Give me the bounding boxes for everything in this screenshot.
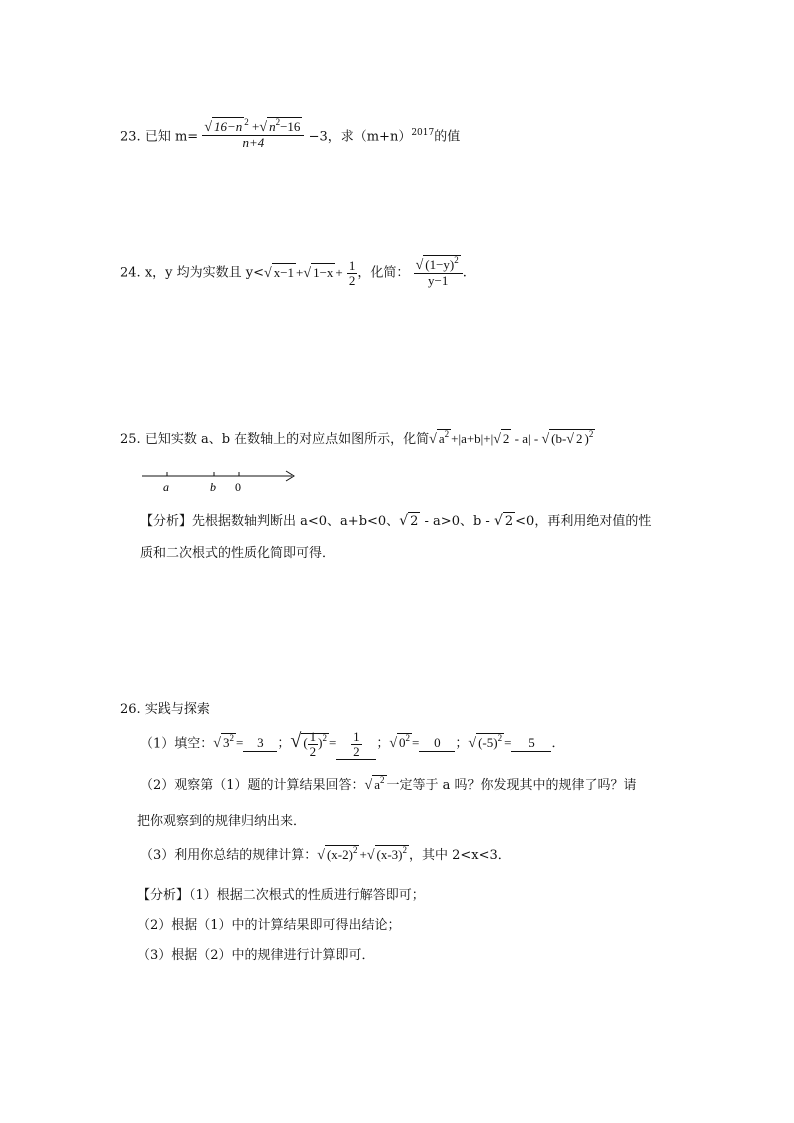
answer-blank-1: 3 (243, 735, 277, 752)
number-line (140, 466, 310, 496)
q23-tail2: 的值 (434, 129, 461, 145)
q25-text: 已知实数 a、b 在数轴上的对应点如图所示，化简 (144, 432, 430, 447)
label-a: a (163, 480, 169, 494)
q26-analysis-b: （2）根据（1）中的计算结果即可得出结论； (137, 918, 401, 933)
answer-blank-2: $\frac{1}{2}$ (336, 730, 376, 760)
q23-tail: −3，求（m+n） (308, 129, 412, 145)
q24-expression: $\frac{√ (1-y)^2}{y-1}$ (414, 258, 463, 288)
question-25 (120, 428, 595, 448)
q23-text: 已知 m= (144, 129, 199, 145)
q24-half: $\frac{1}{2}$ (348, 257, 356, 288)
q25-number: 25. (120, 432, 141, 447)
q24-radical-2: 1−x (313, 264, 334, 280)
q24-simplify: ，化简： (357, 265, 410, 281)
answer-blank-3: 0 (419, 735, 455, 752)
answer-blank-4: 5 (511, 735, 551, 752)
q24-text: x，y 均为实数且 y< (144, 265, 265, 281)
question-26-title: 26. 实践与探索 (120, 702, 210, 717)
label-b: b (210, 480, 216, 494)
q24-radical-1: x−1 (273, 264, 295, 280)
q24-number: 24. (120, 265, 141, 281)
q25-analysis-line2: 质和二次根式的性质化简即可得． (140, 546, 336, 561)
question-24: 24. x，y 均为实数且 y<√ x−1 +√ 1−x + $\frac{1}{2}$ ，化简： $\frac{√ (1-y)^2}{y-1}$ . (120, 255, 467, 288)
q23-number: 23. (120, 129, 141, 145)
q25-analysis-line1: 【分析】先根据数轴判断出 a<0、a+b<0、√ 2 - a>0、b - √ 2 <0，再利用绝对值的性 (140, 513, 652, 529)
q23-exponent: 2017 (411, 127, 435, 138)
q26-part3: （3）利用你总结的规律计算：√ $(x-2)^2$ +√ $(x-3)^2$ ，其中 2<x<3． (140, 845, 511, 863)
label-0: 0 (235, 480, 241, 494)
q23-numerator: √ 16−n $^2$ +√ $n^2-16$ (202, 120, 304, 136)
q26-analysis-c: （3）根据（2）中的规律进行计算即可． (137, 948, 375, 963)
q25-expression: √ $a^2 +|a+b|+|√$ 2 - a| - √ (b-√ 2 )$^2$ (429, 429, 594, 447)
q26-part2-line1: （2）观察第（1）题的计算结果回答：√ $a^2$ 一定等于 a 吗？你发现其中的规律了吗？请 (140, 775, 637, 793)
question-23 (120, 117, 461, 152)
q26-part1: （1）填空：√ $3^2 = 3$ ；√ ( $\frac{1}{2}$ )$^2$ = $\frac{1}{2}$ ；√ $0^2 = 0$ ；√ $(-5)^2 = 5$ ． (140, 729, 565, 759)
q26-analysis-a: 【分析】（1）根据二次根式的性质进行解答即可； (137, 888, 425, 903)
q26-part2-line2: 把你观察到的规律归纳出来． (137, 814, 307, 829)
q23-fraction (202, 117, 304, 150)
q23-denominator: n+4 (242, 135, 265, 150)
